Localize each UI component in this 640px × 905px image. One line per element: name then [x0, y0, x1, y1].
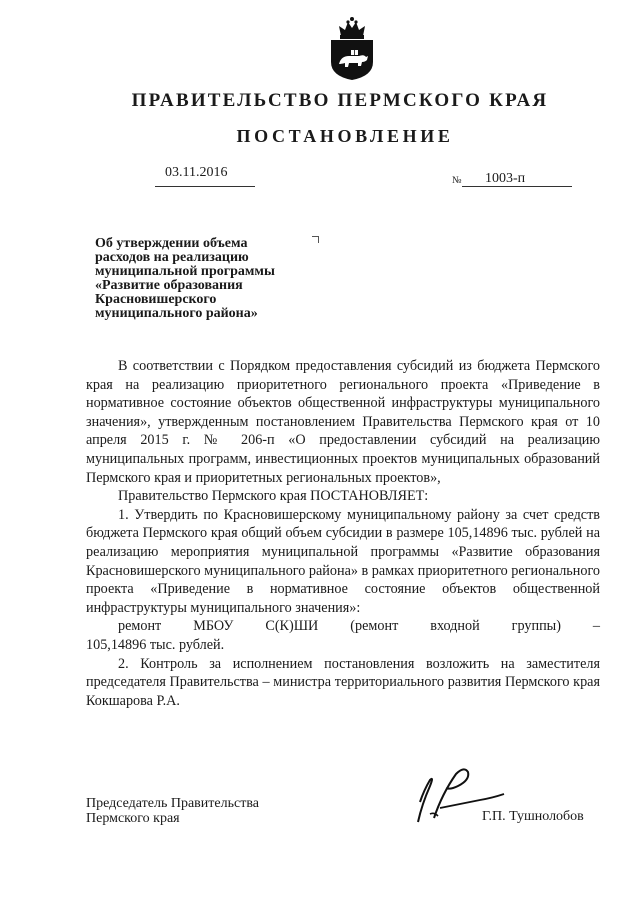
subject-line: муниципального района»	[95, 306, 258, 321]
item-1-paragraph: 1. Утвердить по Красновишерскому муниципальному району за счет средств бюджета Пермского края общий объем субсидии в размере 105,14896 тыс. рублей на реализацию мероприятия муниципальной программы «Развитие образования Красновишерского муниципального района» в рамках приоритетного регионального проекта «Приведение в нормативное состояние объектов общественной инфраструктуры муниципального значения»:	[86, 506, 601, 616]
number-underline	[462, 186, 572, 187]
coat-of-arms-icon	[327, 16, 377, 82]
signatory-role-line: Председатель Правительства	[86, 796, 259, 811]
document-number: 1003-п	[485, 171, 526, 186]
item-2-paragraph: 2. Контроль за исполнением постановления возложить на заместителя председателя Правительства – министра территориального развития Пермского края Кокшарова Р.А.	[86, 655, 600, 709]
document-date: 03.11.2016	[165, 165, 228, 180]
subject-line: «Развитие образования	[95, 278, 243, 293]
subject-line: Красновишерского	[95, 292, 217, 307]
document-type: ПОСТАНОВЛЕНИЕ	[236, 126, 454, 146]
date-underline	[155, 186, 255, 187]
preamble-paragraph: В соответствии с Порядком предоставления субсидий из бюджета Пермского края на реализацию приоритетного регионального проекта «Приведение в нормативное состояние объектов общественной инфраструктуры муниципального значения», утвержденным постановлением Правительства Пермского края от 10 апреля 2015 г. № 206-п «О предоставлении субсидий на реализацию муниципальных программ, инвестиционных проектов муниципальных образований Пермского края и приоритетных региональных проектов»,	[86, 358, 600, 486]
government-title: ПРАВИТЕЛЬСТВО ПЕРМСКОГО КРАЯ	[131, 90, 549, 111]
item-1-detail-amount: 105,14896 тыс. рублей.	[86, 636, 225, 653]
signatory-name: Г.П. Тушнолобов	[482, 809, 584, 824]
document-body	[86, 357, 600, 710]
signatory-role	[86, 796, 259, 826]
subject-line: муниципальной программы	[95, 264, 275, 279]
number-sign: №	[452, 175, 462, 186]
subject-line: расходов на реализацию	[95, 250, 249, 265]
resolves-paragraph: Правительство Пермского края ПОСТАНОВЛЯЕТ:	[118, 488, 429, 505]
signatory-role-line: Пермского края	[86, 811, 180, 826]
document-subject	[95, 237, 305, 321]
item-1-detail-line: ремонт МБОУ С(К)ШИ (ремонт входной группы) –	[118, 618, 600, 635]
subject-line: Об утверждении объема	[95, 236, 248, 251]
corner-bracket-mark	[312, 236, 319, 243]
